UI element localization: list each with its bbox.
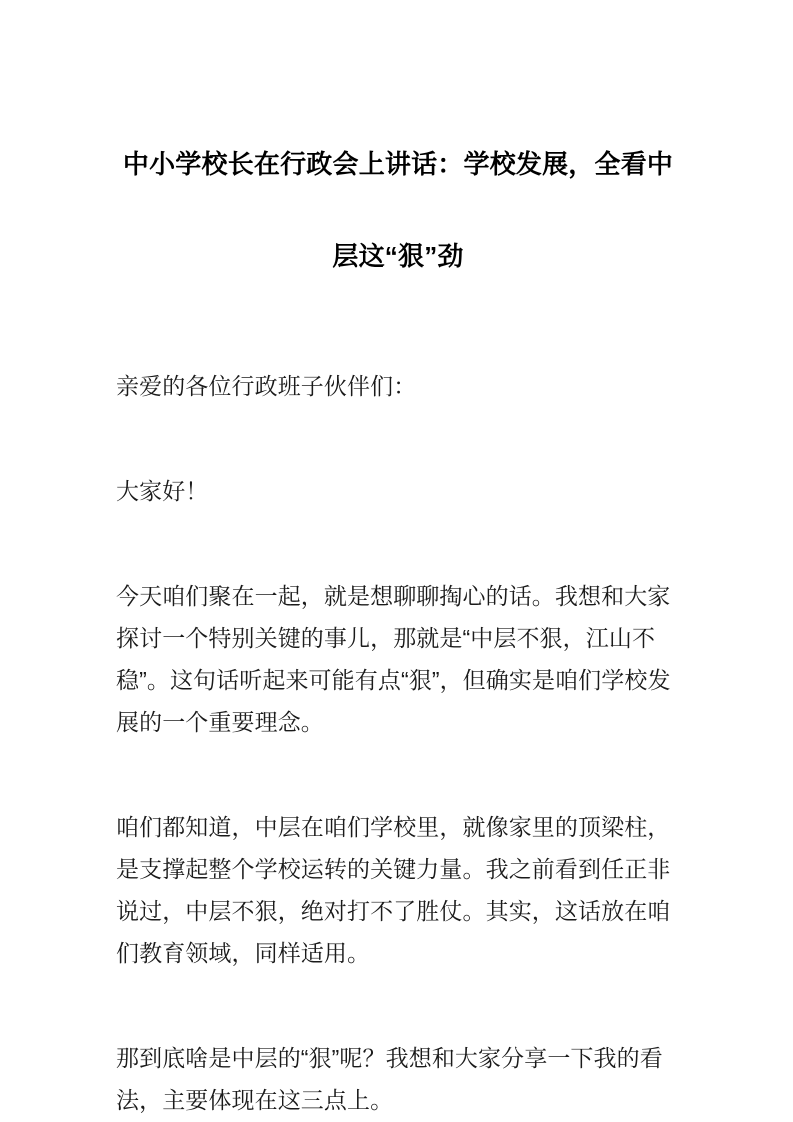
salutation-line: 亲爱的各位行政班子伙伴们：	[116, 373, 417, 399]
body-paragraph-2: 咱们都知道，中层在咱们学校里，就像家里的顶梁柱，是支撑起整个学校运转的关键力量。我之前看到任正非说过，中层不狠，绝对打不了胜仗。其实，这话放在咱们教育领域，同样适用。	[116, 814, 671, 966]
greeting-line: 大家好！	[116, 478, 209, 504]
page-title: 中小学校长在行政会上讲话：学校发展，全看中层这“狠”劲	[122, 149, 674, 271]
document-content	[116, 0, 680, 1121]
body-paragraph-3: 那到底啥是中层的“狠”呢？我想和大家分享一下我的看法，主要体现在这三点上。	[116, 1045, 663, 1113]
body-paragraph-1: 今天咱们聚在一起，就是想聊聊掏心的话。我想和大家探讨一个特别关键的事儿，那就是“中层不狠，江山不稳”。这句话听起来可能有点“狠”，但确实是咱们学校发展的一个重要理念。	[116, 583, 671, 735]
